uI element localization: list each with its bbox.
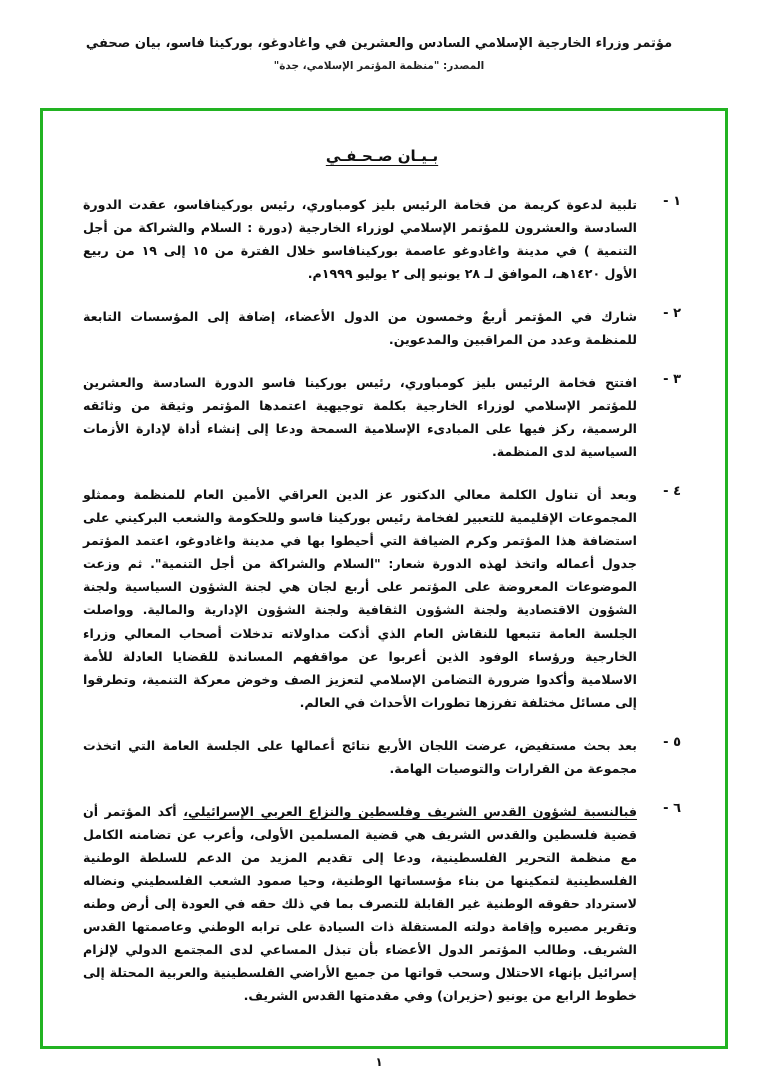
- paragraph-1-text: تلبية لدعوة كريمة من فخامة الرئيس بليز كومباوري، رئيس بوركينافاسو، عقدت الدورة السادسة والعشرون للمؤتمر الإسلامي لوزراء الخارجية (دورة : السلام والشراكة من أجل التنمية ) في مدينة واغادوغو عاصمة بوركينافاسو خلال الفترة من ١٥ إلى ١٩ من ربيع الأول ١٤٢٠هـ، الموافق لـ ٢٨ يونيو إلى ٢ يوليو ١٩٩٩م.: [83, 197, 637, 282]
- paragraph-6: [83, 800, 681, 1007]
- paragraph-3: [83, 371, 681, 463]
- page-header: [0, 36, 758, 72]
- page-number: ١: [375, 1055, 383, 1069]
- paragraph-3-text: افتتح فخامة الرئيس بليز كومباوري، رئيس بوركينا فاسو الدورة السادسة والعشرين للمؤتمر الإسلامي لوزراء الخارجية بكلمة توجيهية اعتمدها المؤتمر وثيقة من وثائقه الرسمية، ركز فيها على المبادىء الإسلامية السمحة ودعا إلى إنشاء أداة لإدارة الأزمات السياسية لدى المنظمة.: [83, 375, 637, 460]
- paragraph-4: [83, 483, 681, 713]
- paragraph-4-number: ٤ -: [663, 484, 681, 500]
- header-title: مؤتمر وزراء الخارجية الإسلامي السادس والعشرين في واغادوغو، بوركينا فاسو، بيان صحفي: [85, 36, 673, 51]
- paragraph-5: [83, 734, 681, 780]
- paragraph-6-text: [83, 800, 637, 1007]
- paragraph-4-text: وبعد أن تناول الكلمة معالي الدكتور عز الدين العراقي الأمين العام للمنظمة وممثلو المجموعات الإقليمية للتعبير لفخامة رئيس بوركينا فاسو وللحكومة والشعب البركيني على استضافة هذا المؤتمر وكرم الضيافة التي أحيطوا بها في مدينة واغادوغو، اعتمد المؤتمر جدول أعماله واتخذ لهذه الدورة شعار: "السلام والشراكة من أجل التنمية". ثم وزعت الموضوعات المعروضة على المؤتمر على أربع لجان هي لجنة الشؤون السياسية ولجنة الشؤون الاقتصادية ولجنة الشؤون الثقافية ولجنة الشؤون الإدارية والمالية. وواصلت الجلسة العامة تتبعها للنقاش العام الذي أذكت مداولاته تدخلات أصحاب المعالي وزراء الخارجية ورؤساء الوفود الذين أعربوا عن مواقفهم المساندة للقضايا العادلة للأمة الاسلامية وأكدوا ضرورة التضامن الإسلامي لتعزيز الصف وخوض معركة التنمية، وتطرقوا إلى مسائل مختلفة تفرزها تطورات الأحداث في العالم.: [83, 487, 637, 710]
- paragraph-3-number: ٣ -: [663, 372, 681, 388]
- paragraph-6-underlined-lead: فبالنسبة لشؤون القدس الشريف وفلسطين والنزاع العربي الإسرائيلي،: [183, 803, 637, 819]
- paragraph-1-number: ١ -: [663, 194, 681, 209]
- header-source-line: المصدر: "منظمة المؤتمر الإسلامي، جدة": [273, 60, 485, 72]
- paragraph-1: [83, 193, 681, 285]
- paragraph-6-body: أكد المؤتمر أن قضية فلسطين والقدس الشريف هي قضية المسلمين الأولى، وأعرب عن تضامنه الكامل مع منظمة التحرير الفلسطينية، ودعا إلى تقديم المزيد من الدعم للسلطة الوطنية الفلسطينية لتمكينها من بناء مؤسساتها الوطنية، وحيا صمود الشعب الفلسطيني ونضاله لاسترداد حقوقه الوطنية غير القابلة للتصرف بما في ذلك حقه في العودة إلى أرض وطنه وتقرير مصيره وإقامة دولته المستقلة ذات السيادة على ترابه الوطني وعاصمتها القدس الشريف. وطالب المؤتمر الدول الأعضاء بأن تبذل المساعي لدى المجتمع الدولي لإلزام إسرائيل بإنهاء الاحتلال وسحب قواتها من جميع الأراضي الفلسطينية والعربية المحتلة إلى خطوط الرابع من يونيو (حزيران) وفي مقدمتها القدس الشريف.: [83, 803, 637, 1003]
- paragraph-2: [83, 305, 681, 351]
- paragraph-6-number: ٦ -: [663, 800, 681, 816]
- paragraph-5-number: ٥ -: [663, 734, 681, 750]
- paragraph-5-text: بعد بحث مستفيض، عرضت اللجان الأربع نتائج أعمالها على الجلسة العامة التي اتخذت مجموعة من القرارات والتوصيات الهامة.: [83, 737, 637, 776]
- green-border-frame: [40, 108, 728, 1049]
- paragraph-2-number: ٢ -: [663, 306, 681, 322]
- paragraph-2-text: شارك في المؤتمر أربعٌ وخمسون من الدول الأعضاء، إضافة إلى المؤسسات التابعة للمنظمة وعدد من المراقبين والمدعوين.: [83, 309, 637, 348]
- document-title: بـيـان صـحـفـي: [325, 147, 439, 165]
